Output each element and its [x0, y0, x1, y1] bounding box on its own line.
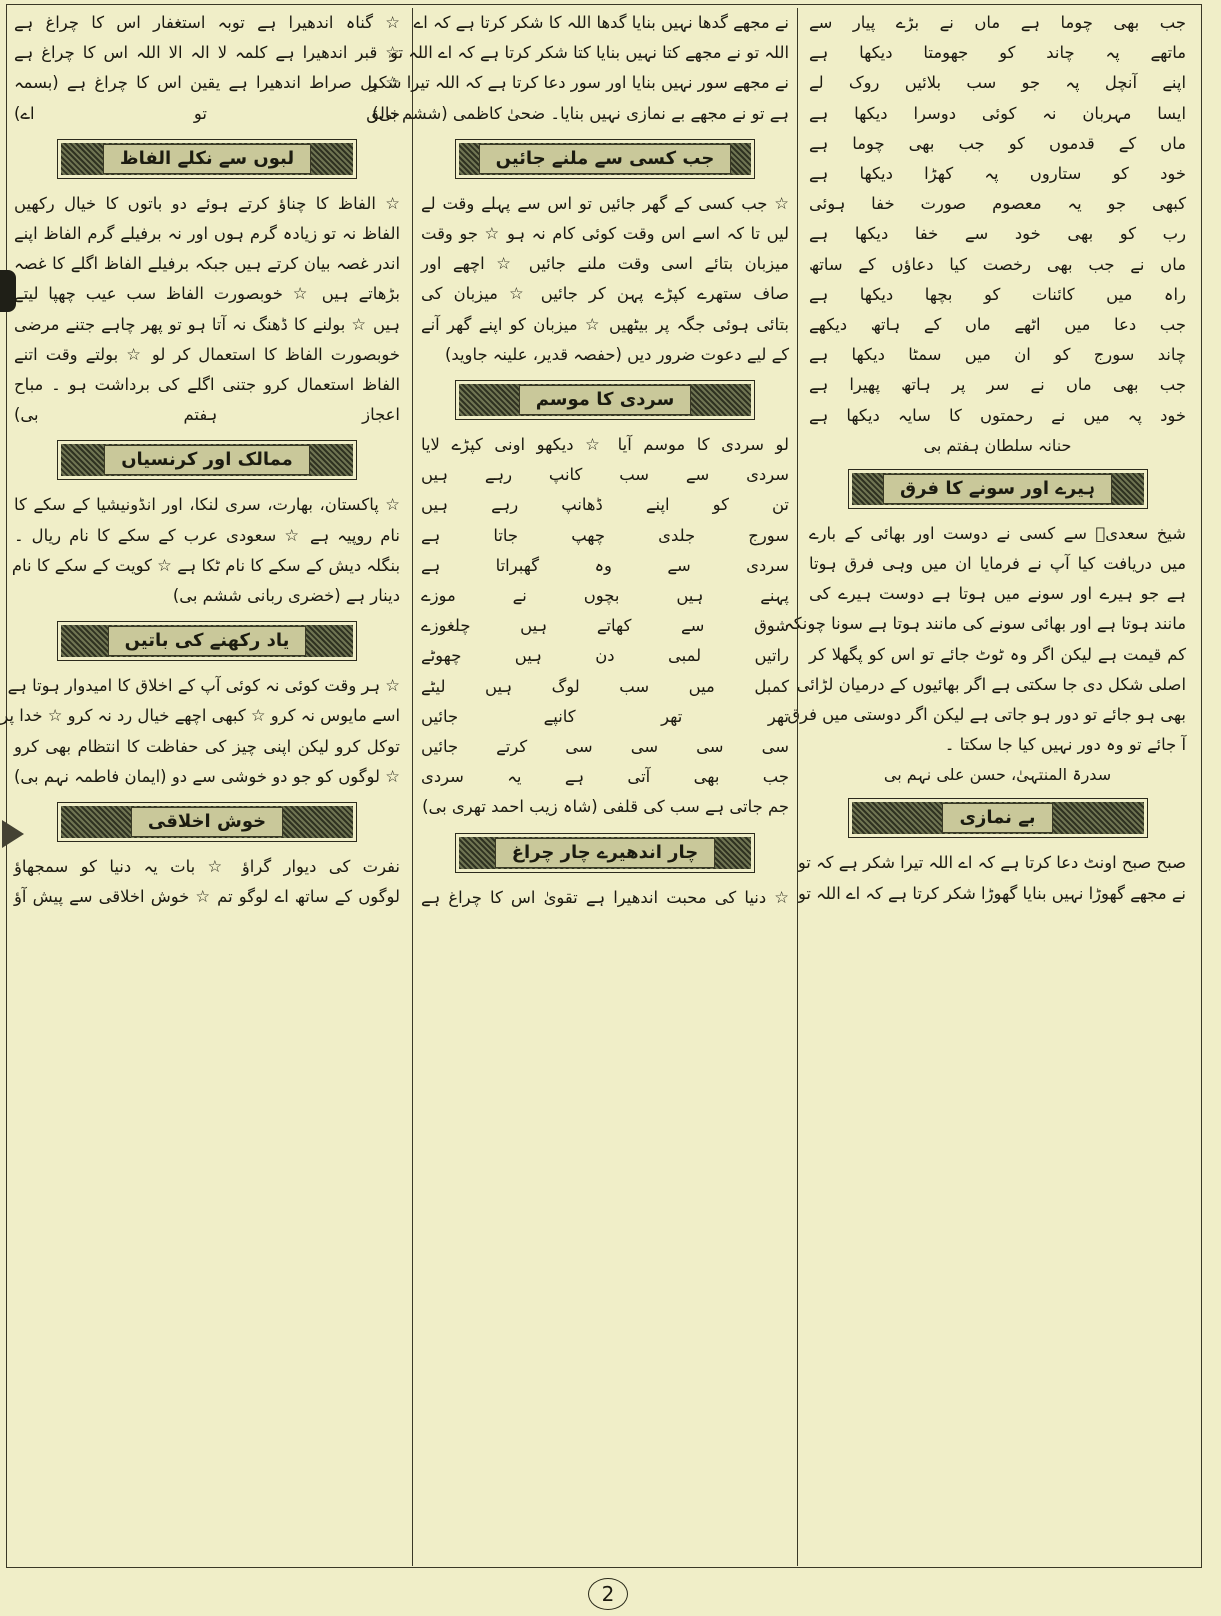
article-line: میں دریافت کیا آپ نے فرمایا ان میں وہی فرق ہوتا: [809, 554, 1186, 574]
poem-line: جم جاتی ہے سب کی قلفی (شاہ زیب احمد تھری بی): [422, 797, 789, 817]
section-banner-four-lamps: [455, 833, 755, 873]
article-line: ☆ ہر وقت کوئی نہ کوئی آپ کے اخلاق کا امیدوار ہوتا ہے: [7, 676, 400, 696]
article-line: ☆ گناہ اندھیرا ہے توبہ استغفار اس کا چراغ ہے: [14, 13, 400, 32]
section-title: بے نمازی: [942, 803, 1052, 833]
article-continuation: [369, 8, 789, 129]
article-line: نے مجھے سور نہیں بنایا اور سور دعا کرتا ہے کہ اللہ تیرا شکر: [369, 73, 789, 93]
article-line: ہیں ☆ بولنے کا ڈھنگ نہ آتا ہو تو پھر چاہے جتنے مرضی: [14, 314, 400, 334]
article-line: الفاظ استعمال کرو جتنی اگلے کی برداشت ہو ۔ مباح: [14, 375, 400, 395]
article-line: بتائی ہوئی جگہ پر بیٹھیں ☆ میزبان کو اپنے گھر آنے: [421, 314, 789, 334]
article-line: آ جائے تو وہ دور نہیں کیا جا سکتا ۔: [944, 735, 1186, 755]
poem-credit: حنانہ سلطان ہفتم بی: [923, 435, 1072, 455]
section-title: سردی کا موسم: [519, 385, 692, 415]
section-banner-diamond-gold: [848, 469, 1148, 509]
article-line: کم قیمت ہے لیکن اگر وہ ٹوٹ جائے تو اس کو پگھلا کر: [809, 644, 1186, 664]
poem-line: سردی سے وہ گھبراتا ہے: [421, 555, 789, 575]
article-line: لیں تا کہ اسے اس وقت کوئی کام نہ ہو ☆ جو وقت: [421, 224, 789, 244]
article-line: اسے مایوس نہ کرو ☆ کبھی اچھے خیال رد نہ کرو ☆ خدا پر: [0, 706, 400, 726]
poem-good-manners: [14, 852, 400, 912]
section-banner-winter: [455, 380, 755, 420]
article-line: صبح صبح اونٹ دعا کرتا ہے کہ اے اللہ تیرا شکر ہے کہ تو: [797, 853, 1186, 873]
article-line: بنگلہ دیش کے سکے کا نام ٹکا ہے ☆ کویت کے سکے کا نام: [11, 555, 400, 575]
section-title: ہیرے اور سونے کا فرق: [883, 474, 1112, 504]
poem-line: اپنے آنچل پہ جو سب بلائیں روک لے: [809, 73, 1186, 93]
article-line: اللہ تو نے مجھے کتا نہیں بنایا کتا شکر کرتا ہے کہ اے اللہ تو: [390, 43, 789, 63]
article-line: ☆ دنیا کی محبت اندھیرا ہے تقویٰ اس کا چراغ ہے: [421, 887, 789, 907]
poem-line: تھر تھر کانپے جائیں: [421, 706, 789, 726]
section-title: خوش اخلاقی: [131, 807, 283, 837]
article-words: [14, 189, 400, 431]
section-title: جب کسی سے ملنے جائیں: [479, 144, 732, 174]
article-diamond-gold: [784, 519, 1186, 761]
article-line: ☆ لوگوں کو جو دو خوشی سے دو (ایمان فاطمہ نہم بی): [14, 766, 400, 786]
section-banner-words: [57, 139, 357, 179]
article-line: میزبان بتائے اسی وقت ملنے جائیں ☆ اچھے اور: [421, 254, 789, 274]
article-four-lamps-continued: [14, 8, 400, 129]
article-line: ☆ جب کسی کے گھر جائیں تو اس سے پہلے وقت لے: [421, 193, 789, 213]
article-line: اصلی شکل دی جا سکتی ہے اگر بھائیوں کے درمیان لڑائی: [796, 674, 1186, 694]
poem-line: خود کو ستاروں پہ کھڑا دیکھا ہے: [809, 164, 1186, 184]
middle-column: [369, 8, 798, 1566]
poem-line: ماں کے قدموں کو جب بھی چوما ہے: [809, 133, 1186, 153]
poem-line: چاند سورج کو ان میں سمٹا دیکھا ہے: [809, 345, 1186, 365]
article-line: اندر غصہ بیان کرتے ہیں جبکہ برفیلے الفاظ اگلے کا غصہ: [14, 254, 400, 274]
right-column: [784, 8, 1196, 1566]
article-credit: سدرۃ المنتہیٰ، حسن علی نہم بی: [883, 765, 1112, 785]
section-banner-remember: [57, 621, 357, 661]
left-column: [0, 8, 410, 1566]
section-title: لبوں سے نکلے الفاظ: [103, 144, 311, 174]
section-banner-be-namazi: [848, 798, 1148, 838]
article-line: نے مجھے گدھا نہیں بنایا گدھا اللہ کا شکر کرتا ہے کہ اے: [413, 13, 789, 32]
section-banner-visiting: [455, 139, 755, 179]
poem-line: جب دعا میں اٹھے ماں کے ہاتھ دیکھے: [809, 315, 1186, 335]
section-title: ممالک اور کرنسیاں: [104, 445, 310, 475]
article-line: ☆ قبر اندھیرا ہے کلمہ لا الہ الا اللہ اس کا چراغ ہے: [14, 43, 400, 63]
poem-line: ماں نے جب بھی رخصت کیا دعاؤں کے ساتھ: [809, 254, 1186, 274]
poem: [809, 8, 1186, 431]
article-line: اعجاز ہفتم بی): [14, 405, 400, 425]
poem-line: خود پہ میں نے رحمتوں کا سایہ دیکھا ہے: [809, 405, 1186, 425]
article-line: ☆ پاکستان، بھارت، سری لنکا، اور انڈونیشیا کے سکے کا: [14, 495, 400, 515]
page-number: 2: [588, 1578, 628, 1610]
article-line: ☆ الفاظ کا چناؤ کرتے ہوئے دو باتوں کا خیال رکھیں: [14, 193, 400, 213]
poem-line: راتیں لمبی دن ہیں چھوٹے: [421, 646, 789, 666]
poem-line: راہ میں کائنات کو بچھا دیکھا ہے: [809, 284, 1186, 304]
article-visiting: [421, 189, 789, 370]
section-title: چار اندھیرے چار چراغ: [495, 838, 716, 868]
article-four-lamps: [421, 883, 789, 913]
poem-line: جب بھی ماں نے سر پر ہاتھ پھیرا ہے: [809, 375, 1186, 395]
article-line: توکل کرو لیکن اپنی چیز کی حفاظت کا انتظام بھی کرو: [14, 736, 400, 756]
poem-line: شوق سے کھاتے ہیں چلغوزے: [421, 616, 789, 636]
article-line: ہے جو ہیرے اور سونے میں ہوتا ہے دوست ہیرے کی: [809, 584, 1186, 604]
article-line: خوبصورت الفاظ کا استعمال کر لو ☆ بولتے وقت اتنے: [14, 344, 400, 364]
article-line: بڑھاتے ہیں ☆ خوبصورت الفاظ سب عیب چھپا لیتے: [14, 284, 400, 304]
article-line: مانند ہوتا ہے اور بھائی سونے کی مانند ہوتا ہے سونا چونکہ: [784, 614, 1186, 634]
poem-line: ماتھے پہ چاند کو جھومتا دیکھا ہے: [809, 43, 1186, 63]
article-line: خالق تو اے): [14, 103, 400, 123]
poem-line: جب بھی چوما ہے ماں نے بڑے پیار سے: [809, 13, 1186, 32]
article-line: شیخ سعدیؒ سے کسی نے دوست اور بھائی کے بارے: [809, 523, 1186, 543]
poem-line: لو سردی کا موسم آیا ☆ دیکھو اونی کپڑے لایا: [421, 435, 789, 455]
section-banner-currencies: [57, 440, 357, 480]
article-line: الفاظ نہ تو زیادہ گرم ہوں اور نہ برفیلے گرم الفاظ اپنے: [14, 224, 400, 244]
poem-line: لوگوں کے ساتھ اے لوگو تم ☆ خوش اخلاقی سے پیش آؤ: [14, 887, 400, 907]
article-remember: [0, 671, 400, 792]
article-be-namazi: [797, 848, 1186, 908]
poem-line: ایسا مہربان نہ کوئی دوسرا دیکھا ہے: [809, 103, 1186, 123]
poem-line: سردی سے سب کانپ رہے ہیں: [421, 465, 789, 485]
poem-winter: [421, 430, 789, 823]
poem-line: نفرت کی دیوار گراؤ ☆ بات یہ دنیا کو سمجھاؤ: [14, 857, 400, 877]
section-title: یاد رکھنے کی باتیں: [108, 626, 307, 656]
poem-line: سورج جلدی چھپ جاتا ہے: [421, 525, 789, 545]
article-line: دینار ہے (خضری ربانی ششم بی): [172, 586, 400, 606]
poem-line: سی سی سی سی کرتے جائیں: [421, 737, 789, 757]
section-banner-good-manners: [57, 802, 357, 842]
poem-line: کمبل میں سب لوگ ہیں لیٹے: [421, 676, 789, 696]
article-line: کے لیے دعوت ضرور دیں (حفصہ قدیر، علینہ جاوید): [444, 344, 789, 364]
poem-line: رب کو بھی خود سے خفا دیکھا ہے: [809, 224, 1186, 244]
poem-line: پہنے ہیں بچوں نے موزے: [421, 586, 789, 606]
article-line: صاف ستھرے کپڑے پہن کر جائیں ☆ میزبان کی: [421, 284, 789, 304]
poem-line: کبھی جو یہ معصوم صورت خفا ہوئی: [809, 194, 1186, 214]
poem-line: جب بھی آتی ہے یہ سردی: [421, 767, 789, 787]
article-line: ہے تو نے مجھے بے نمازی نہیں بنایا۔ ضحیٰ کاظمی (ششم بی): [372, 103, 789, 123]
article-line: ☆ پل صراط اندھیرا ہے یقین اس کا چراغ ہے (بسمہ: [14, 73, 400, 93]
article-currencies: [11, 490, 400, 611]
poem-line: تن کو اپنے ڈھانپ رہے ہیں: [421, 495, 789, 515]
article-line: بھی ہو جائے تو دور ہو جاتی ہے لیکن اگر دوستی میں فرق: [787, 705, 1186, 725]
article-line: نام روپیہ ہے ☆ سعودی عرب کے سکے کا نام ریال ۔: [14, 525, 400, 545]
article-line: نے مجھے گھوڑا نہیں بنایا گھوڑا شکر کرتا ہے کہ اے اللہ تو: [797, 883, 1186, 903]
